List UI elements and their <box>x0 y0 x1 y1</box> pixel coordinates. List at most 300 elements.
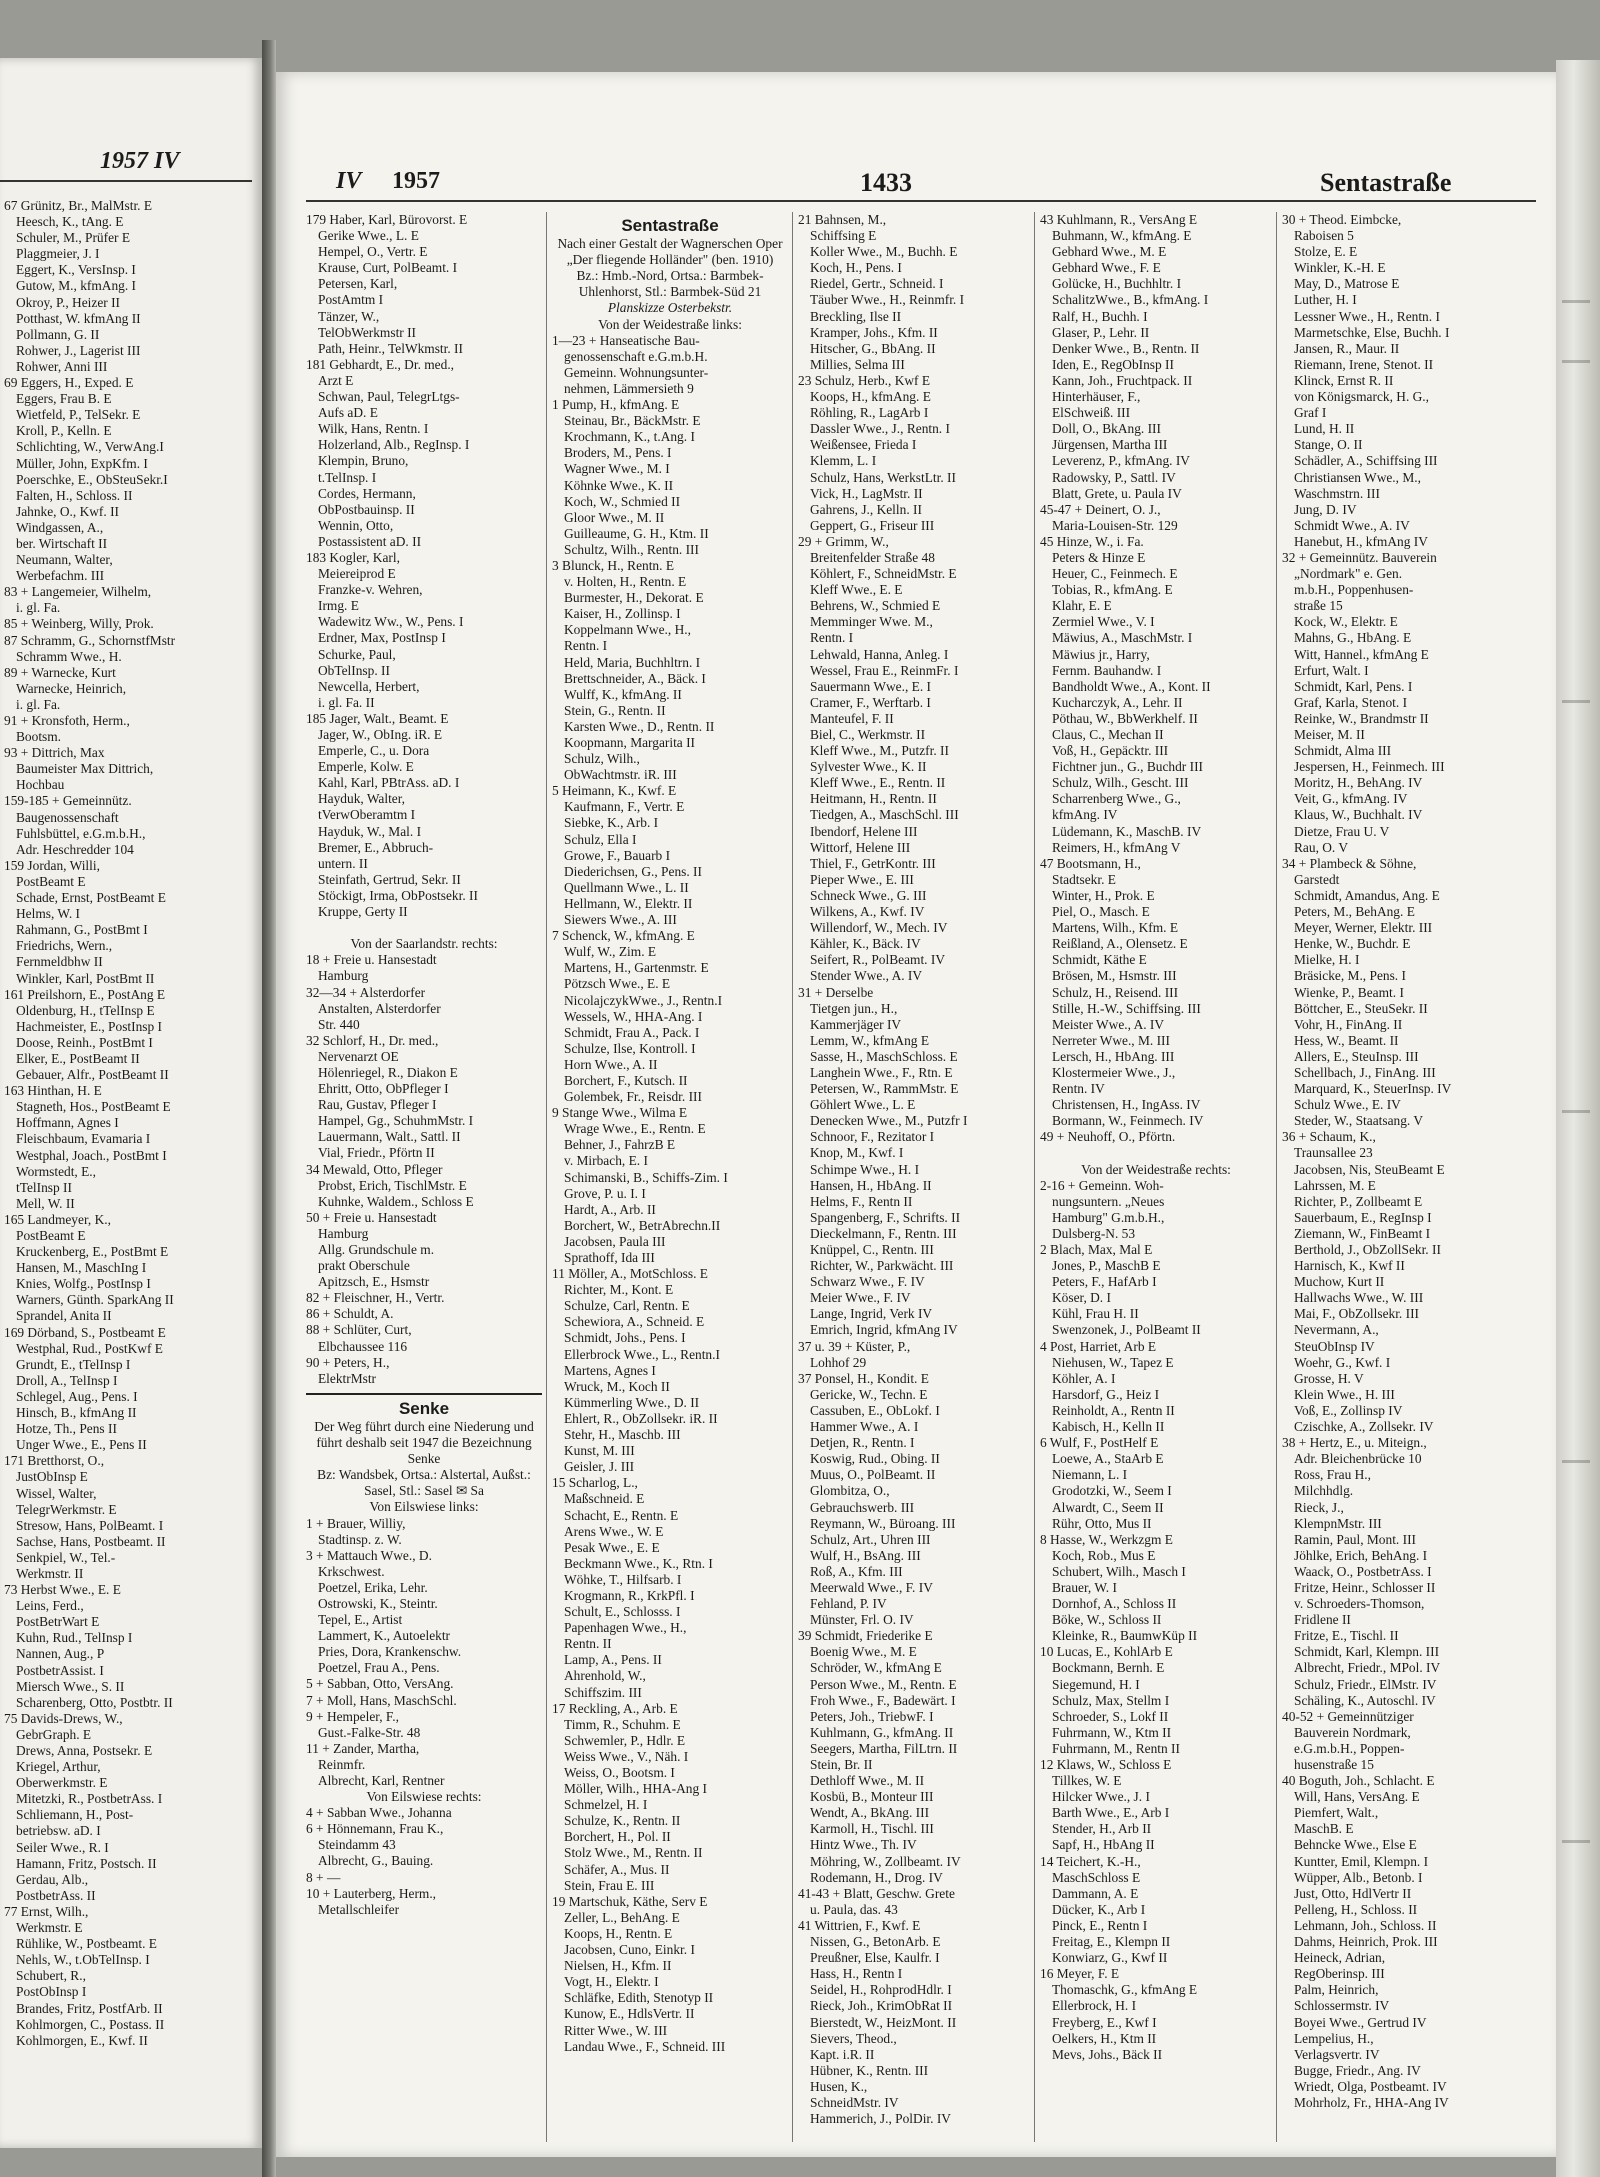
directory-entry: Schmidt, Käthe E <box>1052 952 1147 968</box>
directory-entry: Boenig Wwe., M. E <box>810 1644 917 1660</box>
directory-entry: Wormstedt, E., <box>16 1163 96 1179</box>
directory-entry: Albrecht, G., Bauing. <box>318 1853 434 1869</box>
directory-entry: 36 + Schaum, K., <box>1282 1129 1376 1145</box>
directory-entry: Dulsberg-N. 53 <box>1052 1225 1136 1241</box>
directory-entry: Cassuben, E., ObLokf. I <box>810 1402 940 1418</box>
directory-entry: Peters, Joh., TriebwF. I <box>810 1708 934 1724</box>
directory-entry: Spangenberg, F., Schrifts. II <box>810 1209 961 1225</box>
directory-entry: 21 Bahnsen, M., <box>798 212 887 227</box>
directory-entry: Broders, M., Pens. I <box>564 445 672 461</box>
directory-entry: 6 Wulf, F., PostHelf E <box>1040 1435 1159 1451</box>
directory-entry: Schmidt, Frau A., Pack. I <box>564 1024 700 1040</box>
directory-entry: 45-47 + Deinert, O. J., <box>1040 501 1161 517</box>
directory-entry: 90 + Peters, H., <box>306 1354 390 1370</box>
directory-entry: Kruppe, Gerty II <box>318 904 408 920</box>
directory-entry: Ramin, Paul, Mont. III <box>1294 1531 1416 1547</box>
directory-entry: PostbetrAssist. I <box>16 1662 104 1678</box>
directory-entry: Mäwius jr., Harry, <box>1052 646 1150 662</box>
directory-entry: Luther, H. I <box>1294 292 1357 308</box>
directory-entry: 69 Eggers, H., Exped. E <box>4 375 134 391</box>
directory-entry: Richter, M., Kont. E <box>564 1282 674 1298</box>
directory-entry: Schäfer, A., Mus. II <box>564 1861 670 1877</box>
directory-entry: 16 Meyer, F. E <box>1040 1966 1120 1982</box>
directory-entry: Gebhard Wwe., F. E <box>1052 260 1161 276</box>
directory-entry: Schurke, Paul, <box>318 646 396 662</box>
directory-entry: Konwiarz, G., Kwf II <box>1052 1950 1168 1966</box>
directory-entry: Muus, O., PolBeamt. II <box>810 1467 936 1483</box>
directory-entry: KlempnMstr. III <box>1294 1515 1382 1531</box>
directory-entry: Garstedt <box>1294 871 1340 887</box>
directory-entry: Hayduk, Walter, <box>318 791 406 807</box>
directory-entry: Neumann, Walter, <box>16 552 113 568</box>
directory-entry: Nerreter Wwe., M. III <box>1052 1032 1170 1048</box>
directory-entry: Jürgensen, Martha III <box>1052 437 1168 453</box>
directory-entry: Horn Wwe., A. II <box>564 1056 658 1072</box>
directory-entry: Roß, A., Kfm. III <box>810 1563 903 1579</box>
directory-entry: Weiss, O., Bootsm. I <box>564 1765 675 1780</box>
column-divider <box>1034 212 1035 2142</box>
directory-entry: Riedel, Gertr., Schneid. I <box>810 276 944 292</box>
directory-entry: Warners, Günth. SparkAng II <box>16 1292 174 1308</box>
directory-entry: untern. II <box>318 855 368 871</box>
directory-entry: Reinke, W., Brandmstr II <box>1294 710 1429 726</box>
directory-entry: Schröder, W., kfmAng E <box>810 1660 942 1676</box>
directory-entry: Lund, H. II <box>1294 421 1355 437</box>
directory-entry: Voß, E., Zollinsp IV <box>1294 1402 1403 1418</box>
directory-entry: Wietfeld, P., TelSekr. E <box>16 407 141 423</box>
directory-entry: 32 Schlorf, H., Dr. med., <box>306 1032 439 1048</box>
directory-entry: ElektrMstr <box>318 1370 377 1386</box>
directory-entry: Weiss Wwe., V., Näh. I <box>564 1748 689 1764</box>
directory-entry: Ralf, H., Buchh. I <box>1052 308 1148 324</box>
directory-entry: 9 Stange Wwe., Wilma E <box>552 1105 688 1121</box>
directory-entry: May, D., Matrose E <box>1294 276 1400 292</box>
directory-entry: Siebke, K., Arb. I <box>564 815 659 831</box>
directory-entry: Schiffsing E <box>810 228 877 244</box>
directory-entry: Hölenriegel, R., Diakon E <box>318 1064 458 1080</box>
directory-entry: Kock, W., Elektr. E <box>1294 614 1398 630</box>
directory-entry: Schulz, Max, Stellm I <box>1052 1692 1170 1708</box>
directory-entry: Senkpiel, W., Tel.- <box>16 1549 116 1565</box>
directory-entry: Tobias, R., kfmAng. E <box>1052 582 1173 598</box>
directory-entry: Lehwald, Hanna, Anleg. I <box>810 646 949 662</box>
directory-entry: 89 + Warnecke, Kurt <box>4 664 116 680</box>
directory-entry: Rieck, Joh., KrimObRat II <box>810 1998 953 2014</box>
directory-entry: Rühr, Otto, Mus II <box>1052 1515 1152 1531</box>
directory-entry: Drews, Anna, Postsekr. E <box>16 1743 153 1758</box>
directory-entry: Schnoor, F., Rezitator I <box>810 1129 935 1145</box>
directory-entry: 49 + Neuhoff, O., Pförtn. <box>1040 1129 1176 1145</box>
sentastrasse-title: Sentastraße <box>621 216 719 235</box>
directory-entry: SchneidMstr. IV <box>810 2094 899 2110</box>
directory-entry: Brettschneider, A., Bäck. I <box>564 670 706 686</box>
directory-entry: Kühl, Frau H. II <box>1052 1306 1139 1322</box>
directory-entry: 18 + Freie u. Hansestadt <box>306 952 437 968</box>
directory-entry: Wriedt, Olga, Postbeamt. IV <box>1294 2078 1447 2094</box>
directory-entry: Landau Wwe., F., Schneid. III <box>564 2038 726 2054</box>
directory-entry: Held, Maria, Buchhltrn. I <box>564 654 701 670</box>
directory-entry: Schubert, R., <box>16 1968 86 1984</box>
directory-entry: Karsten Wwe., D., Rentn. II <box>564 718 715 734</box>
left-page <box>0 58 262 2148</box>
directory-entry: tTelInsp II <box>16 1179 72 1195</box>
directory-entry: Albrecht, Friedr., MPol. IV <box>1294 1660 1441 1676</box>
directory-entry: 67 Grünitz, Br., MalMstr. E <box>4 198 153 213</box>
directory-entry: Pinck, E., Rentn I <box>1052 1917 1148 1933</box>
directory-entry: Sprathoff, Ida III <box>564 1250 655 1265</box>
directory-entry: Heuer, C., Feinmech. E <box>1052 566 1178 582</box>
directory-entry: Langhein Wwe., F., Rtn. E <box>810 1064 953 1080</box>
directory-entry: Unger Wwe., E., Pens II <box>16 1437 147 1453</box>
directory-entry: Stresow, Hans, PolBeamt. I <box>16 1517 164 1533</box>
directory-entry: Von der Weidestraße links: <box>598 316 742 332</box>
directory-entry: 159 Jordan, Willi, <box>4 857 100 873</box>
directory-entry: Klempin, Bruno, <box>318 453 409 469</box>
column-divider <box>546 212 547 2142</box>
directory-entry: Kleff Wwe., E., Rentn. II <box>810 775 946 791</box>
directory-entry: Rieck, J., <box>1294 1499 1344 1515</box>
directory-entry: Jahnke, O., Kwf. II <box>16 503 120 519</box>
directory-entry: Winter, H., Prok. E <box>1052 887 1155 903</box>
directory-entry: 40 Boguth, Joh., Schlacht. E <box>1282 1773 1435 1789</box>
directory-entry: Röhling, R., LagArb I <box>810 405 929 421</box>
directory-entry: 12 Klaws, W., Schloss E <box>1040 1757 1172 1772</box>
directory-entry: Albrecht, Karl, Rentner <box>318 1773 445 1788</box>
directory-entry: Froh Wwe., F., Badewärt. I <box>810 1692 956 1708</box>
directory-entry: 5 Heimann, K., Kwf. E <box>552 783 677 799</box>
directory-entry: Rentn. I <box>564 638 608 654</box>
directory-entry: Wagner Wwe., M. I <box>564 461 670 477</box>
directory-entry: Sauermann Wwe., E. I <box>810 678 931 694</box>
volume-number: IV <box>336 168 362 194</box>
directory-entry: Vial, Friedr., Pförtn II <box>318 1145 435 1161</box>
directory-entry: Radowsky, P., Sattl. IV <box>1052 469 1176 485</box>
directory-entry: Schulze, Ilse, Kontroll. I <box>564 1040 696 1056</box>
directory-entry: ObWachtmstr. iR. III <box>564 767 677 783</box>
directory-entry: Wöhke, T., Hilfsarb. I <box>564 1571 682 1587</box>
directory-entry: 179 Haber, Karl, Bürovorst. E <box>306 212 468 227</box>
directory-entry: Meister Wwe., A. IV <box>1052 1016 1165 1032</box>
directory-entry: Str. 440 <box>318 1016 360 1032</box>
directory-entry: Rau, Gustav, Pfleger I <box>318 1097 437 1113</box>
directory-entry: Oldenburg, H., tTelInsp E <box>16 1002 155 1018</box>
directory-entry: Schlossermstr. IV <box>1294 1998 1390 2014</box>
section-rule <box>306 1393 542 1395</box>
directory-entry: Wittorf, Helene III <box>810 839 911 855</box>
directory-entry: Lempelius, H., <box>1294 2030 1374 2046</box>
directory-entry: Schulz, Wilh., <box>564 751 640 767</box>
directory-entry: straße 15 <box>1294 598 1343 614</box>
directory-entry: Stolze, E. E <box>1294 244 1358 260</box>
directory-entry: nehmen, Lämmersieth 9 <box>564 380 694 396</box>
directory-entry: Miersch Wwe., S. II <box>16 1678 125 1694</box>
directory-entry: Schmidt, Johs., Pens. I <box>564 1330 686 1346</box>
directory-entry: Tillkes, W. E <box>1052 1773 1122 1789</box>
column-2 <box>552 212 788 2142</box>
directory-entry: Veit, G., kfmAng. IV <box>1294 791 1408 807</box>
directory-entry: Millies, Selma III <box>810 356 905 372</box>
directory-entry: Kuhlmann, G., kfmAng. II <box>810 1724 954 1740</box>
directory-entry: Emperle, Kolw. E <box>318 759 414 775</box>
directory-entry: Köhlert, F., SchneidMstr. E <box>810 566 957 582</box>
directory-entry: Muchow, Kurt II <box>1294 1274 1385 1290</box>
directory-entry: Lammert, K., Autoelektr <box>318 1628 451 1644</box>
directory-entry: Von Eilswiese links: <box>369 1499 479 1515</box>
directory-entry: Hansen, H., HbAng. II <box>810 1177 932 1193</box>
directory-entry: Lemm, W., kfmAng E <box>810 1032 930 1048</box>
page-edge <box>1556 60 1600 2177</box>
directory-entry: 14 Teichert, K.-H., <box>1040 1853 1141 1869</box>
directory-entry: Anstalten, Alsterdorfer <box>318 1000 441 1016</box>
directory-entry: Kuhnke, Waldem., Schloss E <box>318 1193 474 1209</box>
directory-entry: Hess, W., Beamt. II <box>1294 1032 1399 1048</box>
directory-entry: Eggert, K., VersInsp. I <box>16 262 136 278</box>
directory-entry: Nehls, W., t.ObTelInsp. I <box>16 1952 150 1968</box>
directory-entry: Gust.-Falke-Str. 48 <box>318 1724 421 1740</box>
header-rule <box>306 200 1536 202</box>
directory-entry: Metallschleifer <box>318 1901 400 1917</box>
column-1 <box>306 212 542 2142</box>
directory-entry: Hempel, O., Vertr. E <box>318 244 428 260</box>
directory-entry: Geisler, J. III <box>564 1459 635 1475</box>
directory-entry: Kroll, P., Kelln. E <box>16 423 112 439</box>
directory-entry: Schult, E., Schlosss. I <box>564 1604 681 1620</box>
directory-entry: Manteufel, F. II <box>810 710 894 726</box>
directory-entry: ElSchweiß. III <box>1052 405 1131 421</box>
directory-entry: Knop, M., Kwf. I <box>810 1145 904 1161</box>
directory-entry: Rentn. I <box>810 630 854 646</box>
directory-entry: Denecken Wwe., M., Putzfr I <box>810 1113 968 1129</box>
directory-entry: Scharrenberg Wwe., G., <box>1052 791 1181 807</box>
directory-entry: Hilcker Wwe., J. I <box>1052 1789 1150 1805</box>
directory-entry: Pötzsch Wwe., E. E <box>564 976 671 992</box>
directory-entry: 1 + Brauer, Williy, <box>306 1515 406 1531</box>
directory-entry: 10 Lucas, E., KohlArb E <box>1040 1644 1173 1660</box>
directory-entry: Harnisch, K., Kwf II <box>1294 1258 1405 1274</box>
directory-entry: Hitscher, G., BbAng. II <box>810 340 936 356</box>
directory-entry: Thomaschk, G., kfmAng E <box>1052 1982 1198 1998</box>
directory-entry: Husen, K., <box>810 2078 868 2094</box>
directory-entry: Alwardt, C., Seem II <box>1052 1499 1164 1515</box>
directory-entry: Koops, H., Rentn. E <box>564 1925 673 1941</box>
directory-entry: Reimers, H., kfmAng V <box>1052 839 1181 855</box>
directory-entry: Ellerbrock Wwe., L., Rentn.I <box>564 1346 720 1362</box>
directory-entry: Wienke, P., Beamt. I <box>1294 984 1404 1000</box>
directory-entry: Wendt, A., BkAng. III <box>810 1805 930 1821</box>
directory-entry: Peters & Hinze E <box>1052 549 1146 565</box>
directory-entry: Schellbach, J., FinAng. III <box>1294 1064 1436 1080</box>
directory-entry: Sievers, Theod., <box>810 2030 897 2046</box>
directory-entry: Leverenz, P., kfmAng. IV <box>1052 453 1190 469</box>
directory-entry: Timm, R., Schuhm. E <box>564 1716 681 1732</box>
senke-title: Senke <box>398 1398 450 1418</box>
directory-entry: Behner, J., FahrzB E <box>564 1137 676 1153</box>
directory-entry: kfmAng. IV <box>1052 807 1118 823</box>
directory-entry: Traunsallee 23 <box>1294 1145 1373 1161</box>
directory-entry: Wulf, H., BsAng. III <box>810 1547 921 1563</box>
directory-entry: Seegers, Martha, FilLtrn. II <box>810 1740 958 1756</box>
directory-entry: Kleff Wwe., E. E <box>810 582 903 598</box>
directory-entry: Schulz Wwe., E. IV <box>1294 1097 1401 1113</box>
directory-entry: Kucharczyk, A., Lehr. II <box>1052 694 1183 710</box>
directory-entry: Kosbü, B., Monteur III <box>810 1789 934 1805</box>
directory-entry: Jacobsen, Cuno, Einkr. I <box>564 1942 695 1958</box>
directory-entry: Hampel, Gg., SchuhmMstr. I <box>318 1113 474 1129</box>
directory-entry: PostObInsp I <box>16 1984 87 2000</box>
directory-entry: Hinsch, B., kfmAng II <box>16 1405 137 1421</box>
directory-entry: Kunow, E., HdlsVertr. II <box>564 2006 695 2022</box>
directory-entry: Klemm, L. I <box>810 453 877 469</box>
directory-entry: Meyer, Werner, Elektr. III <box>1294 920 1433 936</box>
directory-entry: Meiser, M. II <box>1294 727 1365 742</box>
column-3 <box>798 212 1030 2142</box>
directory-entry: Bootsm. <box>16 729 62 745</box>
directory-entry: Raboisen 5 <box>1294 228 1354 244</box>
directory-entry: Boyei Wwe., Gertrud IV <box>1294 2014 1427 2030</box>
directory-entry: Kaufmann, F., Vertr. E <box>564 799 685 815</box>
directory-entry: Borchert, H., Pol. II <box>564 1829 671 1845</box>
directory-entry: Kohlmorgen, E., Kwf. II <box>16 2032 148 2048</box>
directory-entry: Geppert, G., Friseur III <box>810 517 935 533</box>
directory-entry: Sauerbaum, E., RegInsp I <box>1294 1209 1432 1225</box>
directory-entry: Biel, C., Werkmstr. II <box>810 727 926 742</box>
directory-entry: Kleff Wwe., M., Putzfr. II <box>810 743 949 759</box>
directory-entry: Werkmstr. II <box>16 1565 84 1581</box>
directory-entry: Stein, G., Rentn. II <box>564 702 666 718</box>
directory-entry: Hamburg <box>318 968 369 984</box>
directory-entry: Franzke-v. Wehren, <box>318 582 423 598</box>
directory-entry: Henke, W., Buchdr. E <box>1294 936 1411 952</box>
directory-entry: Schulze, Carl, Rentn. E <box>564 1298 690 1314</box>
directory-entry: Person Wwe., M., Rentn. E <box>810 1676 957 1692</box>
directory-entry: Kunst, M. III <box>564 1443 635 1459</box>
directory-entry: Dietze, Frau U. V <box>1294 823 1390 839</box>
directory-entry: Martens, Wilh., Kfm. E <box>1052 920 1179 936</box>
directory-entry: Cordes, Hermann, <box>318 485 416 501</box>
directory-entry: Tietgen jun., H., <box>810 1000 898 1016</box>
directory-entry: Brandes, Fritz, PostfArb. II <box>16 2000 163 2016</box>
directory-entry: 8 + — <box>306 1869 341 1885</box>
directory-entry: Behncke Wwe., Else E <box>1294 1837 1417 1853</box>
directory-entry: Mahns, G., HbAng. E <box>1294 630 1412 646</box>
directory-entry: Preußner, Else, Kaulfr. I <box>810 1950 940 1966</box>
directory-entry: Elker, E., PostBeamt II <box>16 1050 140 1066</box>
directory-entry: Seidel, H., RohprodHdlr. I <box>810 1982 952 1998</box>
directory-entry: 29 + Grimm, W., <box>798 533 889 549</box>
directory-entry: Seifert, R., PolBeamt. IV <box>810 952 946 968</box>
directory-entry: Newcella, Herbert, <box>318 678 420 694</box>
directory-entry: Niemann, L. I <box>1052 1467 1128 1483</box>
directory-entry: Doose, Reinh., PostBmt I <box>16 1034 153 1050</box>
column-5 <box>1282 212 1522 2142</box>
directory-entry: Zermiel Wwe., V. I <box>1052 614 1155 630</box>
directory-entry: Golücke, H., Buchhltr. I <box>1052 276 1182 292</box>
directory-entry: Ross, Frau H., <box>1294 1467 1372 1483</box>
directory-entry: Jager, W., ObIng. iR. E <box>318 727 443 742</box>
sentastrasse-intro: Nach einer Gestalt der Wagnerschen Oper „Der fliegende Holländer" (ben. 1910) <box>557 236 783 268</box>
directory-entry: Tiedgen, A., MaschSchl. III <box>810 807 959 823</box>
directory-entry: Mielke, H. I <box>1294 952 1360 968</box>
directory-entry: Fehland, P. IV <box>810 1596 887 1612</box>
directory-entry: Schliemann, H., Post- <box>16 1807 134 1823</box>
directory-entry: Milchhdlg. <box>1294 1483 1354 1499</box>
directory-entry: PostBetrWart E <box>16 1614 100 1630</box>
directory-entry: Willendorf, W., Mech. IV <box>810 920 948 936</box>
directory-entry: Kann, Joh., Fruchtpack. II <box>1052 372 1193 388</box>
directory-entry: Waschmstrn. III <box>1294 485 1380 501</box>
directory-entry: Barth Wwe., E., Arb I <box>1052 1805 1170 1821</box>
directory-entry: 185 Jager, Walt., Beamt. E <box>306 710 449 726</box>
directory-entry: Siegemund, H. I <box>1052 1676 1140 1692</box>
directory-entry: Hass, H., Rentn I <box>810 1966 903 1982</box>
directory-entry: Rentn. IV <box>1052 1081 1105 1097</box>
directory-entry: Apitzsch, E., Hsmstr <box>318 1274 430 1290</box>
directory-entry: Hintz Wwe., Th. IV <box>810 1837 917 1853</box>
directory-entry: Möller, Wilh., HHA-Ang I <box>564 1781 707 1797</box>
directory-entry: Jespersen, H., Feinmech. III <box>1294 759 1445 775</box>
directory-entry: Kümmerling Wwe., D. II <box>564 1394 700 1410</box>
directory-entry: Kahl, Karl, PBtrAss. aD. I <box>318 775 460 791</box>
directory-entry <box>306 920 542 936</box>
directory-entry: Schubert, Wilh., Masch I <box>1052 1563 1186 1579</box>
directory-entry: Eggers, Frau B. E <box>16 391 112 407</box>
directory-entry: Jacobsen, Nis, SteuBeamt E <box>1294 1161 1445 1177</box>
directory-entry: Maria-Louisen-Str. 129 <box>1052 517 1178 533</box>
directory-entry: Nannen, Aug., P <box>16 1646 105 1662</box>
directory-entry: TelegrWerkmstr. E <box>16 1501 117 1517</box>
directory-entry: 40-52 + Gemeinnütziger <box>1282 1708 1414 1724</box>
directory-entry: Adr. Bleichenbrücke 10 <box>1294 1451 1422 1467</box>
directory-entry: Helms, F., Rentn II <box>810 1193 913 1209</box>
directory-entry: Hübner, K., Rentn. III <box>810 2062 929 2078</box>
directory-entry: Schäling, K., Autoschl. IV <box>1294 1692 1436 1708</box>
directory-entry: Denker Wwe., B., Rentn. II <box>1052 340 1200 356</box>
directory-entry: 183 Kogler, Karl, <box>306 549 400 565</box>
directory-entry: Peters, M., BehAng. E <box>1294 904 1415 920</box>
directory-entry: Dammann, A. E <box>1052 1885 1139 1901</box>
directory-entry: Baumeister Max Dittrich, <box>16 761 154 777</box>
directory-entry: Gerdau, Alb., <box>16 1871 89 1887</box>
directory-entry: Meiereiprod E <box>318 566 396 582</box>
directory-entry: Kuntter, Emil, Klempn. I <box>1294 1853 1429 1869</box>
directory-entry: Klein Wwe., H. III <box>1294 1386 1395 1402</box>
directory-entry: v. Schroeders-Thomson, <box>1294 1596 1425 1612</box>
directory-entry: Fritze, Heinr., Schlosser II <box>1294 1579 1436 1595</box>
directory-entry: Kapt. i.R. II <box>810 2046 875 2062</box>
directory-entry: Schmidt, Karl, Pens. I <box>1294 678 1413 694</box>
directory-entry: Beckmann Wwe., K., Rtn. I <box>564 1555 713 1571</box>
directory-entry: Böke, W., Schloss II <box>1052 1612 1162 1628</box>
directory-entry: Karmoll, H., Tischl. III <box>810 1821 934 1837</box>
directory-entry: Okroy, P., Heizer II <box>16 294 120 310</box>
directory-entry: Heesch, K., tAng. E <box>16 214 124 230</box>
directory-entry: Wrage Wwe., E., Rentn. E <box>564 1121 706 1137</box>
directory-entry: Heitmann, H., Rentn. II <box>810 791 937 807</box>
column-divider <box>1276 212 1277 2142</box>
directory-entry: Buhmann, W., kfmAng. E <box>1052 228 1192 244</box>
directory-entry: 32—34 + Alsterdorfer <box>306 984 426 1000</box>
directory-entry: 37 u. 39 + Küster, P., <box>798 1338 911 1354</box>
directory-entry: 19 Martschuk, Käthe, Serv E <box>552 1893 708 1909</box>
directory-entry: Steder, W., Staatsang. V <box>1294 1113 1424 1129</box>
directory-entry: Potthast, W. kfmAng II <box>16 310 141 326</box>
directory-entry: Kramper, Johs., Kfm. II <box>810 324 938 340</box>
directory-entry: Czischke, A., Zollsekr. IV <box>1294 1419 1434 1435</box>
directory-entry: 83 + Langemeier, Wilhelm, <box>4 584 152 600</box>
directory-entry: Hachmeister, E., PostInsp I <box>16 1018 162 1034</box>
directory-entry: Vogt, H., Elektr. I <box>564 1974 659 1990</box>
directory-entry: Gebhard Wwe., M. E <box>1052 244 1167 260</box>
